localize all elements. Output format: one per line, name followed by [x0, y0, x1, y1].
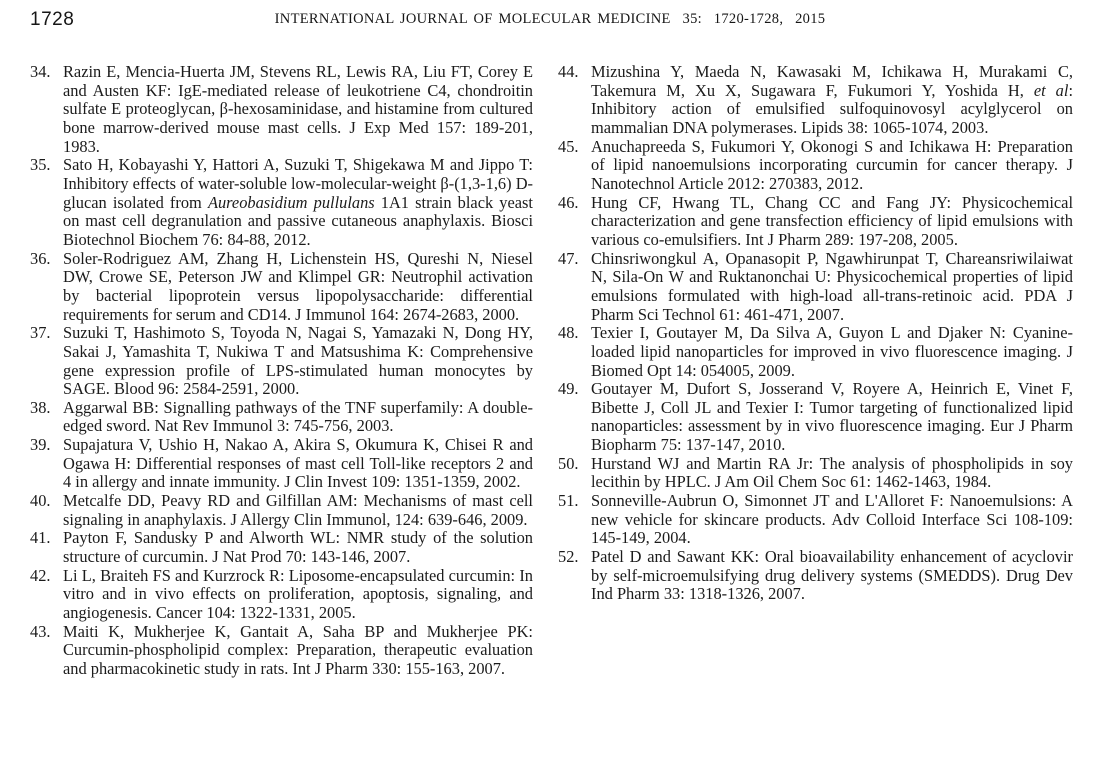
reference-item — [30, 399, 533, 436]
reference-text-italic: et al — [1033, 80, 1069, 100]
reference-text — [591, 62, 1073, 137]
reference-text-segment: Texier I, Goutayer M, Da Silva A, Guyon L and Djaker N: Cyanine-loaded lipid nanoparticles for improved in vivo fluorescence imaging. J Biomed Opt 14: 054005, 2009. — [591, 323, 1073, 380]
reference-text — [591, 379, 1073, 454]
reference-text — [63, 62, 533, 156]
reference-item — [558, 63, 1073, 138]
reference-item — [558, 138, 1073, 194]
reference-number: 48. — [558, 323, 579, 343]
reference-item — [30, 623, 533, 679]
references-column-left — [30, 63, 533, 679]
reference-text — [591, 249, 1073, 324]
reference-text-segment: Sato H, Kobayashi Y, Hattori A, Suzuki T, Shigekawa M and Jippo T: Inhibitory effects of water-soluble low-molecular-weight β-(1,3-1,6) D-glucan isolated from — [63, 155, 533, 212]
reference-item — [30, 156, 533, 249]
reference-number: 43. — [30, 621, 51, 641]
reference-text-segment: Soler-Rodriguez AM, Zhang H, Lichenstein HS, Qureshi N, Niesel DW, Crowe SE, Peterson JW and Klimpel GR: Neutrophil activation by bacterial lipoprotein versus lipopolysaccharide: differential requirements for serum and CD14. J Immunol 164: 2674-2683, 2000. — [63, 248, 533, 324]
reference-text-segment: Hurstand WJ and Martin RA Jr: The analysis of phospholipids in soy lecithin by HPLC. J Am Oil Chem Soc 61: 1462-1463, 1984. — [591, 453, 1073, 492]
reference-text-segment: Metcalfe DD, Peavy RD and Gilfillan AM: Mechanisms of mast cell signaling in anaphylaxis. J Allergy Clin Immunol, 124: 639-646, 2009. — [63, 491, 533, 529]
reference-text-segment: Aggarwal BB: Signalling pathways of the TNF superfamily: A double-edged sword. Nat Rev Immunol 3: 745-756, 2003. — [63, 397, 533, 436]
reference-item — [558, 492, 1073, 548]
reference-number: 52. — [558, 547, 579, 567]
reference-text-segment: Mizushina Y, Maeda N, Kawasaki M, Ichikawa H, Murakami C, Takemura M, Xu X, Sugawara F, Fukumori Y, Yoshida H, — [591, 62, 1073, 100]
references-section — [30, 63, 1073, 679]
reference-text — [63, 528, 533, 566]
reference-text-segment: Razin E, Mencia-Huerta JM, Stevens RL, Lewis RA, Liu FT, Corey E and Austen KF: IgE-mediated release of leukotriene C4, chondroitin sulfate E proteoglycan, β-hexosaminidase, and histamine from cultured bone marrow-derived mouse mast cells. J Exp Med 157: 189-201, 1983. — [63, 62, 533, 156]
reference-text — [63, 622, 533, 678]
reference-number: 50. — [558, 453, 579, 473]
reference-item — [558, 194, 1073, 250]
reference-text-segment: Maiti K, Mukherjee K, Gantait A, Saha BP and Mukherjee PK: Curcumin-phospholipid complex: Preparation, therapeutic evaluation and pharmacokinetic study in rats. Int J Pharm 330: 155-163, 2007. — [63, 621, 533, 678]
reference-text-segment: Li L, Braiteh FS and Kurzrock R: Liposome-encapsulated curcumin: In vitro and in vivo effects on proliferation, apoptosis, signaling, and angiogenesis. Cancer 104: 1322-1331, 2005. — [63, 565, 533, 623]
reference-number: 34. — [30, 62, 51, 81]
journal-title-line: INTERNATIONAL JOURNAL OF MOLECULAR MEDICINE 35: 1720-1728, 2015 — [274, 11, 826, 27]
reference-number: 38. — [30, 397, 51, 417]
reference-number: 51. — [558, 491, 579, 511]
reference-number: 45. — [558, 136, 579, 156]
reference-number: 35. — [30, 155, 51, 175]
reference-number: 44. — [558, 62, 579, 81]
page-number: 1728 — [30, 9, 75, 30]
reference-item — [558, 380, 1073, 455]
reference-text-segment: Chinsriwongkul A, Opanasopit P, Ngawhirunpat T, Chareansriwilaiwat N, Sila-On W and Ruktanonchai U: Physicochemical properties of lipid emulsions formulated with high-load all-trans-retinoic acid. PDA J Pharm Sci Technol 61: 461-471, 2007. — [591, 248, 1073, 324]
reference-item — [558, 250, 1073, 325]
reference-number: 49. — [558, 379, 579, 399]
reference-text-segment: Hung CF, Hwang TL, Chang CC and Fang JY: Physicochemical characterization and gene transfection efficiency of lipid emulsions with various co-emulsifiers. Int J Pharm 289: 197-208, 2005. — [591, 192, 1073, 249]
reference-text-segment: Sonneville-Aubrun O, Simonnet JT and L'Alloret F: Nanoemulsions: A new vehicle for skincare products. Adv Colloid Interface Sci 108-109: 145-149, 2004. — [591, 491, 1073, 548]
page-header — [0, 8, 1100, 34]
reference-number: 36. — [30, 248, 51, 268]
reference-item — [30, 324, 533, 399]
reference-item — [30, 492, 533, 529]
reference-text-segment: 1A1 strain black yeast on mast cell degranulation and passive cutaneous anaphylaxis. Biosci Biotechnol Biochem 76: 84-88, 2012. — [63, 192, 533, 249]
reference-text — [591, 547, 1073, 603]
reference-number: 37. — [30, 323, 51, 343]
reference-text-segment: Supajatura V, Ushio H, Nakao A, Akira S, Okumura K, Chisei R and Ogawa H: Differential responses of mast cell Toll-like receptors 2 and 4 in allergy and innate immunity. J Clin Invest 109: 1351-1359, 2002. — [63, 435, 533, 492]
reference-item — [30, 436, 533, 492]
reference-text — [63, 249, 533, 324]
reference-item — [558, 324, 1073, 380]
reference-text — [63, 155, 533, 249]
reference-text — [63, 435, 533, 491]
reference-number: 40. — [30, 491, 51, 511]
reference-text — [591, 454, 1073, 492]
reference-number: 46. — [558, 192, 579, 212]
reference-text — [591, 491, 1073, 547]
reference-text-segment: Goutayer M, Dufort S, Josserand V, Royere A, Heinrich E, Vinet F, Bibette J, Coll JL and Texier I: Tumor targeting of functionalized lipid nanoparticles: assessment by in vivo fluorescence imaging. Eur J Pharm Biopharm 75: 137-147, 2010. — [591, 379, 1073, 455]
references-column-right — [558, 63, 1073, 679]
reference-item — [558, 455, 1073, 492]
reference-text — [591, 137, 1073, 193]
reference-item — [30, 567, 533, 623]
reference-text — [63, 566, 533, 622]
reference-item — [30, 63, 533, 156]
reference-number: 41. — [30, 528, 51, 548]
reference-text — [591, 193, 1073, 249]
reference-number: 47. — [558, 248, 579, 268]
reference-number: 39. — [30, 435, 51, 455]
reference-text-italic: Aureobasidium pullulans — [207, 192, 375, 212]
reference-text-segment: Suzuki T, Hashimoto S, Toyoda N, Nagai S, Yamazaki N, Dong HY, Sakai J, Yamashita T, Nukiwa T and Matsushima K: Comprehensive gene expression profile of LPS-stimulated human monocytes by SAGE. Blood 96: 2584-2591, 2000. — [63, 323, 533, 399]
reference-item — [30, 529, 533, 566]
reference-text — [63, 323, 533, 398]
reference-text — [591, 323, 1073, 379]
reference-number: 42. — [30, 565, 51, 585]
reference-text — [63, 398, 533, 436]
reference-item — [558, 548, 1073, 604]
reference-text-segment: : Inhibitory action of emulsified sulfoquinovosyl acylglycerol on mammalian DNA polymerases. Lipids 38: 1065-1074, 2003. — [591, 80, 1073, 137]
reference-text-segment: Payton F, Sandusky P and Alworth WL: NMR study of the solution structure of curcumin. J Nat Prod 70: 143-146, 2007. — [63, 528, 533, 567]
reference-text-segment: Anuchapreeda S, Fukumori Y, Okonogi S and Ichikawa H: Preparation of lipid nanoemulsions incorporating curcumin for cancer therapy. J Nanotechnol Article 2012: 270383, 2012. — [591, 136, 1073, 193]
reference-text — [63, 491, 533, 529]
reference-text-segment: Patel D and Sawant KK: Oral bioavailability enhancement of acyclovir by self-microemulsifying drug delivery systems (SMEDDS). Drug Dev Ind Pharm 33: 1318-1326, 2007. — [591, 547, 1073, 604]
reference-item — [30, 250, 533, 325]
